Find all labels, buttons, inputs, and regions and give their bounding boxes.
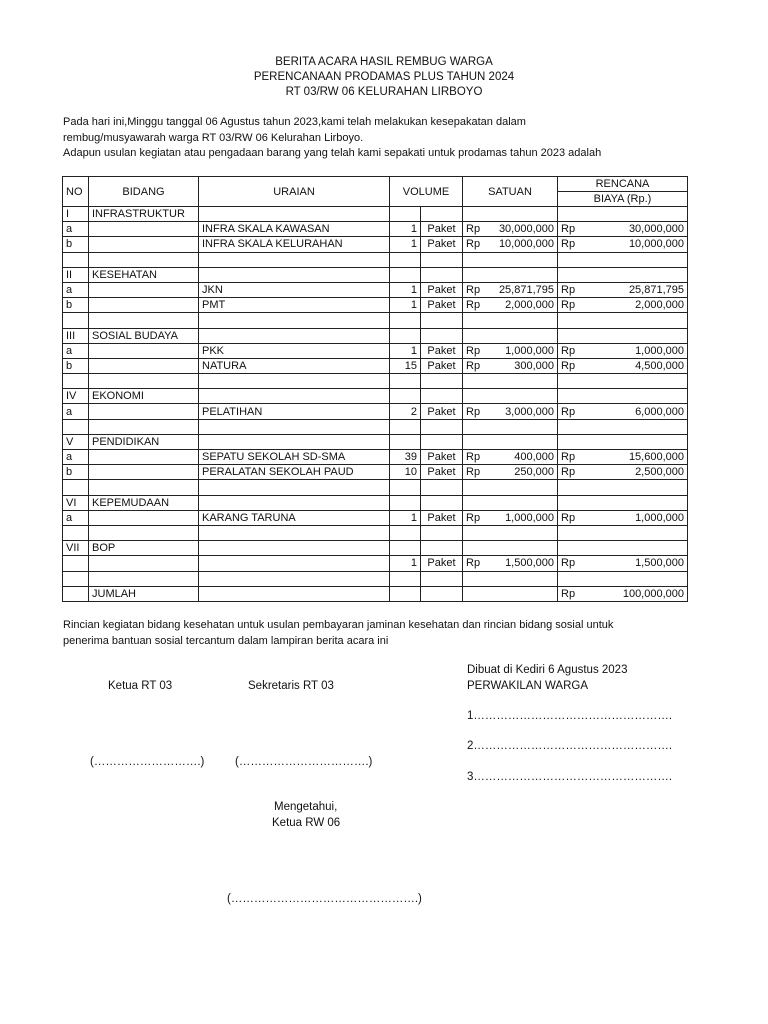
cell-uraian (199, 556, 390, 571)
cell-uraian (199, 434, 390, 449)
cell-bidang (89, 252, 199, 267)
cell-no (63, 419, 89, 434)
cell-no: b (63, 358, 89, 373)
cell-rp-label (463, 313, 489, 328)
cell-no (63, 586, 89, 601)
cell-volume (390, 434, 421, 449)
table-row (63, 282, 688, 297)
cell-unit: Paket (421, 404, 463, 419)
cell-uraian: SEPATU SEKOLAH SD-SMA (199, 450, 390, 465)
cell-rp-label: Rp (463, 510, 489, 525)
cell-unit: Paket (421, 358, 463, 373)
cell-total (584, 480, 688, 495)
cell-unit (421, 313, 463, 328)
table-row (63, 510, 688, 525)
rep-line-1: 1……………………………………………. (467, 710, 673, 722)
cell-total (584, 525, 688, 540)
cell-rp-label (558, 419, 584, 434)
cell-unit-price: 10,000,000 (489, 237, 558, 252)
table-row (63, 267, 688, 282)
cell-volume: 1 (390, 222, 421, 237)
cell-bidang: INFRASTRUKTUR (89, 207, 199, 222)
cell-uraian: INFRA SKALA KELURAHAN (199, 237, 390, 252)
cell-total (584, 571, 688, 586)
cell-unit: Paket (421, 556, 463, 571)
cell-total (584, 328, 688, 343)
table-row (63, 419, 688, 434)
cell-uraian: KARANG TARUNA (199, 510, 390, 525)
title-line-2: PERENCANAAN PRODAMAS PLUS TAHUN 2024 (253, 71, 515, 83)
table-row (63, 556, 688, 571)
cell-total (584, 389, 688, 404)
cell-total: 6,000,000 (584, 404, 688, 419)
cell-rp-label: Rp (463, 450, 489, 465)
cell-uraian: NATURA (199, 358, 390, 373)
cell-uraian: PKK (199, 343, 390, 358)
cell-unit-price (489, 525, 558, 540)
cell-total (584, 313, 688, 328)
cell-bidang: JUMLAH (89, 586, 199, 601)
cell-no (63, 374, 89, 389)
table-row (63, 207, 688, 222)
cell-unit (421, 267, 463, 282)
cell-bidang (89, 298, 199, 313)
header-volume: VOLUME (390, 177, 463, 207)
cell-unit: Paket (421, 222, 463, 237)
cell-rp-label (463, 571, 489, 586)
cell-unit: Paket (421, 298, 463, 313)
cell-rp-label: Rp (558, 510, 584, 525)
cell-bidang: PENDIDIKAN (89, 434, 199, 449)
cell-rp-label: Rp (558, 298, 584, 313)
cell-uraian (199, 374, 390, 389)
cell-no (63, 571, 89, 586)
cell-bidang (89, 374, 199, 389)
cell-rp-label: Rp (463, 282, 489, 297)
cell-uraian (199, 525, 390, 540)
cell-unit-price (489, 571, 558, 586)
cell-total (584, 267, 688, 282)
cell-total (584, 252, 688, 267)
cell-rp-label (558, 374, 584, 389)
cell-rp-label: Rp (463, 465, 489, 480)
cell-total (584, 495, 688, 510)
cell-no (63, 556, 89, 571)
cell-total (584, 419, 688, 434)
cell-unit: Paket (421, 282, 463, 297)
cell-bidang (89, 510, 199, 525)
cell-no: VII (63, 541, 89, 556)
table-row (63, 374, 688, 389)
ketua-rw-title: Ketua RW 06 (272, 817, 341, 829)
header-bidang: BIDANG (89, 177, 199, 207)
cell-rp-label: Rp (558, 358, 584, 373)
cell-total: 100,000,000 (584, 586, 688, 601)
table-row (63, 571, 688, 586)
table-row (63, 343, 688, 358)
cell-no: a (63, 222, 89, 237)
ketua-rw-signature-line: (………………………………………….) (227, 893, 422, 905)
cell-no: b (63, 465, 89, 480)
cell-no: VI (63, 495, 89, 510)
cell-volume: 15 (390, 358, 421, 373)
cell-rp-label (463, 434, 489, 449)
table-row (63, 586, 688, 601)
budget-table (62, 176, 688, 602)
ketua-rt-title: Ketua RT 03 (108, 680, 173, 692)
table-row (63, 465, 688, 480)
title-line-1: BERITA ACARA HASIL REMBUG WARGA (275, 56, 493, 68)
table-row (63, 495, 688, 510)
cell-rp-label (558, 328, 584, 343)
cell-bidang (89, 282, 199, 297)
cell-unit-price (489, 480, 558, 495)
note-line-2: penerima bantuan sosial tercantum dalam lampiran berita acara ini (63, 635, 389, 647)
cell-unit: Paket (421, 237, 463, 252)
cell-no: III (63, 328, 89, 343)
cell-no: IV (63, 389, 89, 404)
cell-total (584, 434, 688, 449)
cell-volume: 1 (390, 343, 421, 358)
table-row (63, 434, 688, 449)
cell-bidang (89, 480, 199, 495)
cell-no: I (63, 207, 89, 222)
cell-volume: 1 (390, 510, 421, 525)
table-row (63, 480, 688, 495)
cell-uraian (199, 541, 390, 556)
cell-unit (421, 252, 463, 267)
cell-rp-label: Rp (558, 222, 584, 237)
cell-no: a (63, 510, 89, 525)
cell-unit-price (489, 419, 558, 434)
cell-unit (421, 541, 463, 556)
cell-rp-label: Rp (558, 237, 584, 252)
rep-line-2: 2……………………………………………. (467, 740, 673, 752)
cell-uraian (199, 419, 390, 434)
cell-rp-label: Rp (558, 586, 584, 601)
cell-rp-label (558, 525, 584, 540)
cell-volume (390, 374, 421, 389)
cell-uraian: INFRA SKALA KAWASAN (199, 222, 390, 237)
cell-uraian (199, 207, 390, 222)
cell-volume (390, 207, 421, 222)
cell-uraian: JKN (199, 282, 390, 297)
cell-volume (390, 389, 421, 404)
cell-rp-label (463, 586, 489, 601)
cell-unit-price (489, 586, 558, 601)
cell-rp-label (463, 495, 489, 510)
cell-volume: 39 (390, 450, 421, 465)
cell-rp-label (463, 419, 489, 434)
cell-volume (390, 541, 421, 556)
table-row (63, 358, 688, 373)
cell-rp-label: Rp (558, 404, 584, 419)
cell-unit (421, 207, 463, 222)
cell-volume: 1 (390, 282, 421, 297)
cell-unit (421, 525, 463, 540)
cell-unit-price (489, 267, 558, 282)
cell-uraian: PERALATAN SEKOLAH PAUD (199, 465, 390, 480)
ketua-rt-signature-line: (……………………….) (90, 756, 205, 768)
cell-rp-label: Rp (463, 343, 489, 358)
cell-bidang (89, 237, 199, 252)
cell-uraian (199, 571, 390, 586)
cell-volume (390, 495, 421, 510)
cell-unit-price (489, 434, 558, 449)
cell-unit: Paket (421, 343, 463, 358)
cell-unit (421, 419, 463, 434)
cell-no: a (63, 282, 89, 297)
cell-rp-label (558, 434, 584, 449)
cell-no (63, 480, 89, 495)
cell-rp-label: Rp (463, 358, 489, 373)
cell-unit-price (489, 389, 558, 404)
cell-rp-label (463, 389, 489, 404)
cell-unit: Paket (421, 450, 463, 465)
cell-unit-price: 3,000,000 (489, 404, 558, 419)
cell-unit-price: 1,000,000 (489, 343, 558, 358)
table-row (63, 222, 688, 237)
cell-bidang (89, 222, 199, 237)
cell-bidang (89, 571, 199, 586)
cell-bidang (89, 343, 199, 358)
cell-volume (390, 525, 421, 540)
cell-rp-label: Rp (463, 222, 489, 237)
cell-volume (390, 586, 421, 601)
cell-unit-price (489, 207, 558, 222)
cell-total (584, 207, 688, 222)
cell-bidang: EKONOMI (89, 389, 199, 404)
cell-rp-label (558, 571, 584, 586)
cell-unit-price (489, 252, 558, 267)
cell-uraian (199, 586, 390, 601)
cell-unit-price (489, 374, 558, 389)
cell-volume (390, 419, 421, 434)
cell-uraian (199, 328, 390, 343)
header-no: NO (63, 177, 89, 207)
cell-uraian (199, 252, 390, 267)
cell-unit-price: 25,871,795 (489, 282, 558, 297)
cell-volume: 1 (390, 237, 421, 252)
cell-uraian (199, 480, 390, 495)
cell-total: 1,000,000 (584, 343, 688, 358)
table-row (63, 389, 688, 404)
cell-total: 25,871,795 (584, 282, 688, 297)
cell-unit (421, 495, 463, 510)
cell-total: 15,600,000 (584, 450, 688, 465)
note-line-1: Rincian kegiatan bidang kesehatan untuk usulan pembayaran jaminan kesehatan dan rincian bidang sosial untuk (63, 619, 614, 631)
cell-volume: 10 (390, 465, 421, 480)
cell-rp-label (463, 252, 489, 267)
title-line-3: RT 03/RW 06 KELURAHAN LIRBOYO (285, 86, 483, 98)
perwakilan-title: PERWAKILAN WARGA (467, 680, 588, 692)
cell-unit-price: 1,500,000 (489, 556, 558, 571)
cell-rp-label (558, 480, 584, 495)
table-row (63, 328, 688, 343)
table-row (63, 298, 688, 313)
place-date: Dibuat di Kediri 6 Agustus 2023 (467, 664, 628, 676)
header-rencana: RENCANA (558, 177, 688, 192)
cell-no: b (63, 298, 89, 313)
cell-unit (421, 434, 463, 449)
cell-unit: Paket (421, 465, 463, 480)
cell-volume: 2 (390, 404, 421, 419)
cell-unit-price: 300,000 (489, 358, 558, 373)
cell-volume: 1 (390, 298, 421, 313)
cell-total: 1,000,000 (584, 510, 688, 525)
cell-no (63, 252, 89, 267)
cell-no: II (63, 267, 89, 282)
cell-unit-price: 400,000 (489, 450, 558, 465)
cell-total: 2,500,000 (584, 465, 688, 480)
cell-rp-label: Rp (558, 465, 584, 480)
table-row (63, 525, 688, 540)
cell-total (584, 541, 688, 556)
cell-volume (390, 480, 421, 495)
cell-no (63, 313, 89, 328)
cell-total: 2,000,000 (584, 298, 688, 313)
table-row (63, 313, 688, 328)
mengetahui-label: Mengetahui, (274, 801, 338, 813)
table-row (63, 237, 688, 252)
cell-total: 30,000,000 (584, 222, 688, 237)
intro-line-3: Adapun usulan kegiatan atau pengadaan barang yang telah kami sepakati untuk prodamas tahun 2023 adalah (63, 147, 602, 159)
cell-unit (421, 586, 463, 601)
cell-bidang: KEPEMUDAAN (89, 495, 199, 510)
cell-unit: Paket (421, 510, 463, 525)
cell-volume (390, 252, 421, 267)
cell-rp-label (558, 541, 584, 556)
table-row (63, 252, 688, 267)
cell-rp-label (558, 267, 584, 282)
cell-rp-label (558, 252, 584, 267)
cell-volume (390, 571, 421, 586)
cell-no: a (63, 343, 89, 358)
cell-uraian: PMT (199, 298, 390, 313)
cell-bidang (89, 404, 199, 419)
cell-uraian (199, 267, 390, 282)
cell-rp-label (463, 374, 489, 389)
cell-rp-label (558, 313, 584, 328)
cell-unit (421, 389, 463, 404)
cell-unit-price: 250,000 (489, 465, 558, 480)
cell-uraian (199, 313, 390, 328)
cell-rp-label (558, 207, 584, 222)
table-row (63, 450, 688, 465)
cell-total: 4,500,000 (584, 358, 688, 373)
cell-unit-price (489, 541, 558, 556)
header-satuan: SATUAN (463, 177, 558, 207)
cell-bidang (89, 465, 199, 480)
cell-rp-label (558, 495, 584, 510)
cell-no: b (63, 237, 89, 252)
cell-volume (390, 313, 421, 328)
cell-total (584, 374, 688, 389)
cell-unit-price: 1,000,000 (489, 510, 558, 525)
header-biaya: BIAYA (Rp.) (558, 192, 688, 207)
cell-total: 1,500,000 (584, 556, 688, 571)
cell-bidang: KESEHATAN (89, 267, 199, 282)
cell-rp-label (463, 541, 489, 556)
cell-rp-label (463, 525, 489, 540)
cell-rp-label: Rp (463, 556, 489, 571)
cell-bidang (89, 313, 199, 328)
cell-no: a (63, 404, 89, 419)
cell-rp-label: Rp (463, 298, 489, 313)
cell-rp-label (463, 328, 489, 343)
cell-unit-price: 30,000,000 (489, 222, 558, 237)
cell-rp-label: Rp (558, 282, 584, 297)
cell-bidang (89, 419, 199, 434)
cell-unit (421, 374, 463, 389)
cell-volume (390, 328, 421, 343)
cell-bidang (89, 358, 199, 373)
cell-rp-label: Rp (558, 450, 584, 465)
cell-rp-label (463, 480, 489, 495)
cell-bidang (89, 556, 199, 571)
intro-line-2: rembug/musyawarah warga RT 03/RW 06 Kelurahan Lirboyo. (63, 132, 364, 144)
cell-bidang (89, 525, 199, 540)
sekretaris-signature-line: (…………………………….) (235, 756, 373, 768)
cell-unit (421, 480, 463, 495)
cell-unit-price (489, 328, 558, 343)
cell-rp-label: Rp (558, 556, 584, 571)
cell-bidang (89, 450, 199, 465)
cell-uraian: PELATIHAN (199, 404, 390, 419)
cell-rp-label: Rp (558, 343, 584, 358)
cell-no: V (63, 434, 89, 449)
header-uraian: URAIAN (199, 177, 390, 207)
cell-uraian (199, 389, 390, 404)
table-row (63, 541, 688, 556)
cell-rp-label (463, 207, 489, 222)
cell-total: 10,000,000 (584, 237, 688, 252)
cell-bidang: SOSIAL BUDAYA (89, 328, 199, 343)
cell-rp-label: Rp (463, 237, 489, 252)
cell-volume: 1 (390, 556, 421, 571)
cell-uraian (199, 495, 390, 510)
rep-line-3: 3……………………………………………. (467, 771, 673, 783)
cell-rp-label: Rp (463, 404, 489, 419)
table-row (63, 404, 688, 419)
cell-no (63, 525, 89, 540)
cell-no: a (63, 450, 89, 465)
intro-line-1: Pada hari ini,Minggu tanggal 06 Agustus tahun 2023,kami telah melakukan kesepakatan dalam (63, 116, 526, 128)
cell-rp-label (558, 389, 584, 404)
cell-unit (421, 328, 463, 343)
cell-unit-price: 2,000,000 (489, 298, 558, 313)
cell-volume (390, 267, 421, 282)
sekretaris-rt-title: Sekretaris RT 03 (248, 680, 334, 692)
cell-unit-price (489, 313, 558, 328)
cell-unit (421, 571, 463, 586)
cell-bidang: BOP (89, 541, 199, 556)
cell-rp-label (463, 267, 489, 282)
cell-unit-price (489, 495, 558, 510)
